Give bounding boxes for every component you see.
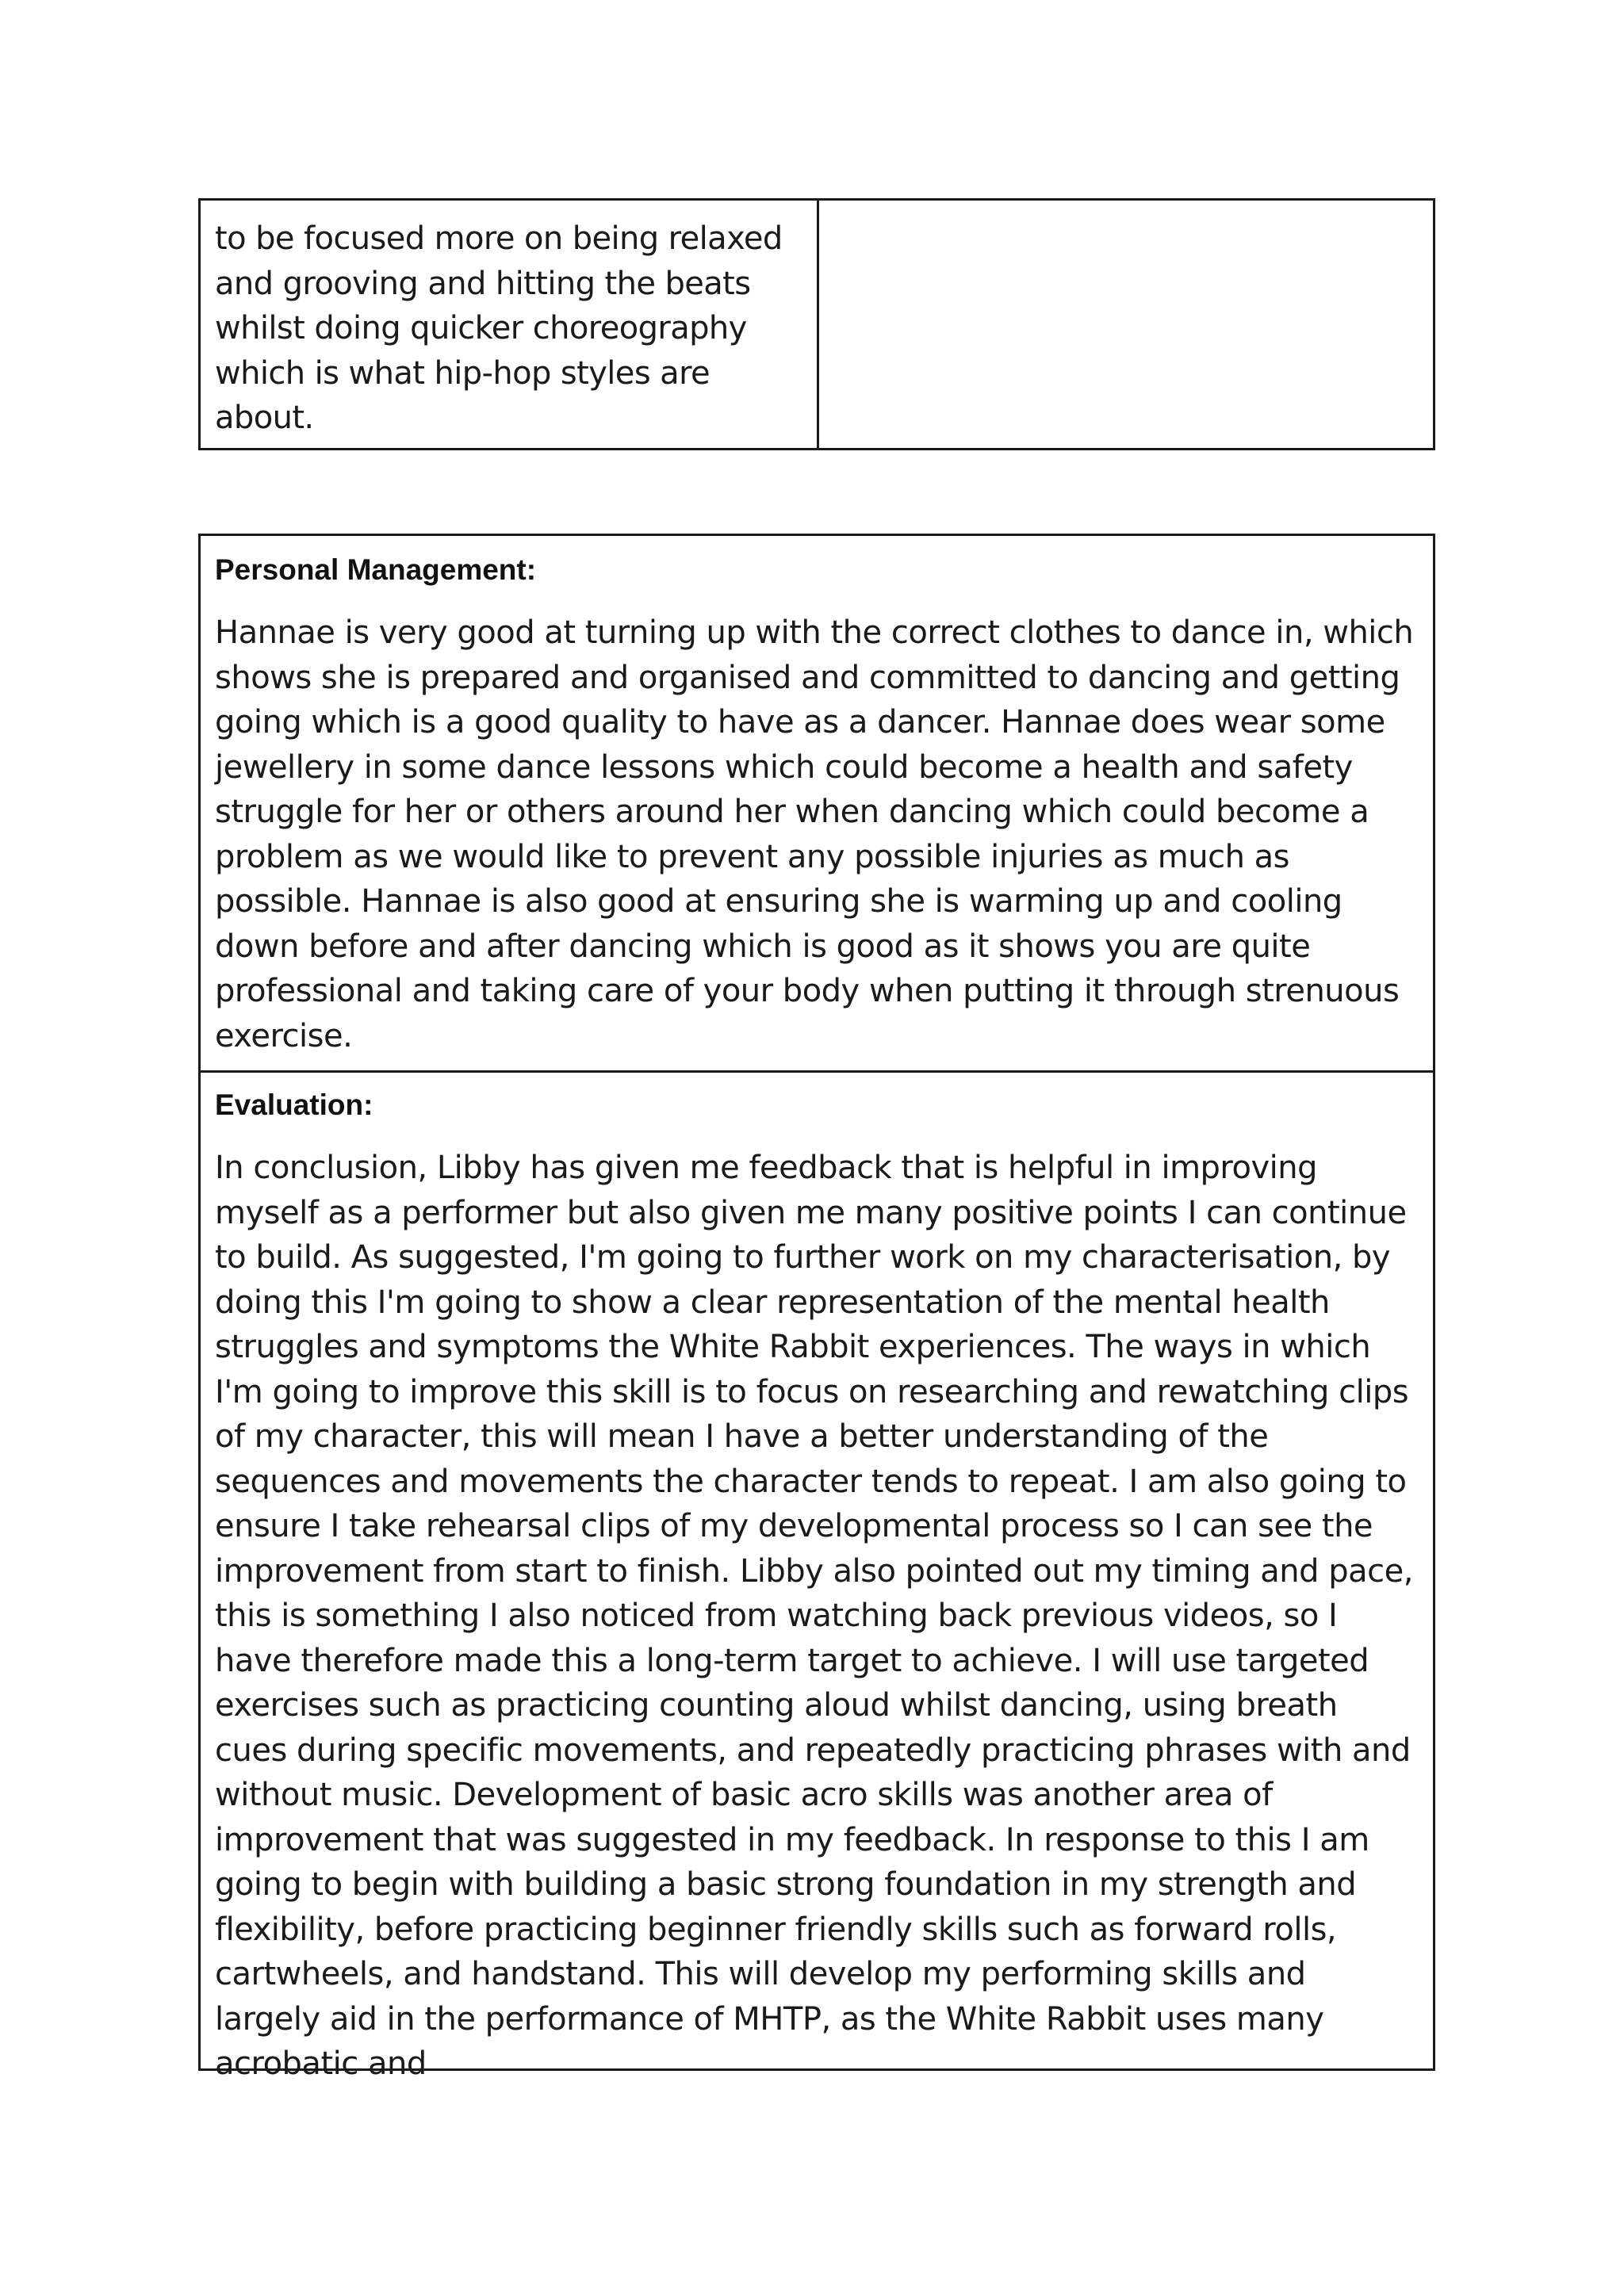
table-cell-left-text: to be focused more on being relaxed and grooving and hitting the beats whilst doing quicker choreography which is what hip-hop styles are about. [215, 220, 783, 436]
table-cell-left [201, 201, 819, 448]
personal-management-section [201, 536, 1433, 1073]
feedback-table-continuation [198, 198, 1435, 450]
evaluation-section [201, 1073, 1433, 2087]
table-cell-right [819, 201, 1433, 448]
personal-management-heading: Personal Management: [215, 553, 537, 586]
evaluation-heading: Evaluation: [215, 1089, 373, 1121]
personal-management-body: Hannae is very good at turning up with the correct clothes to dance in, which shows she is prepared and organised and committed to dancing and getting going which is a good quality to have as a dancer. Hannae does wear some jewellery in some dance lessons which could become a health and safety struggle for her or others around her when dancing which could become a problem as we would like to prevent any possible injuries as much as possible. Hannae is also good at ensuring she is warming up and cooling down before and after dancing which is good as it shows you are quite professional and taking care of your body when putting it through strenuous exercise. [215, 614, 1414, 1054]
feedback-sections-table [198, 534, 1435, 2082]
evaluation-body: In conclusion, Libby has given me feedback that is helpful in improving myself as a performer but also given me many positive points I can continue to build. As suggested, I'm going to further work on my characterisation, by doing this I'm going to show a clear representation of the mental health struggles and symptoms the White Rabbit experiences. The ways in which I'm going to improve this skill is to focus on researching and rewatching clips of my character, this will mean I have a better understanding of the sequences and movements the character tends to repeat. I am also going to ensure I take rehearsal clips of my developmental process so I can see the improvement from start to finish. Libby also pointed out my timing and pace, this is something I also noticed from watching back previous videos, so I have therefore made this a long-term target to achieve. I will use targeted exercises such as practicing counting aloud whilst dancing, using breath cues during specific movements, and repeatedly practicing phrases with and without music. Development of basic acro skills was another area of improvement that was suggested in my feedback. In response to this I am going to begin with building a basic strong foundation in my strength and flexibility, before practicing beginner friendly skills such as forward rolls, cartwheels, and handstand. This will develop my performing skills and largely aid in the performance of MHTP, as the White Rabbit uses many acrobatic and [215, 1150, 1413, 2082]
